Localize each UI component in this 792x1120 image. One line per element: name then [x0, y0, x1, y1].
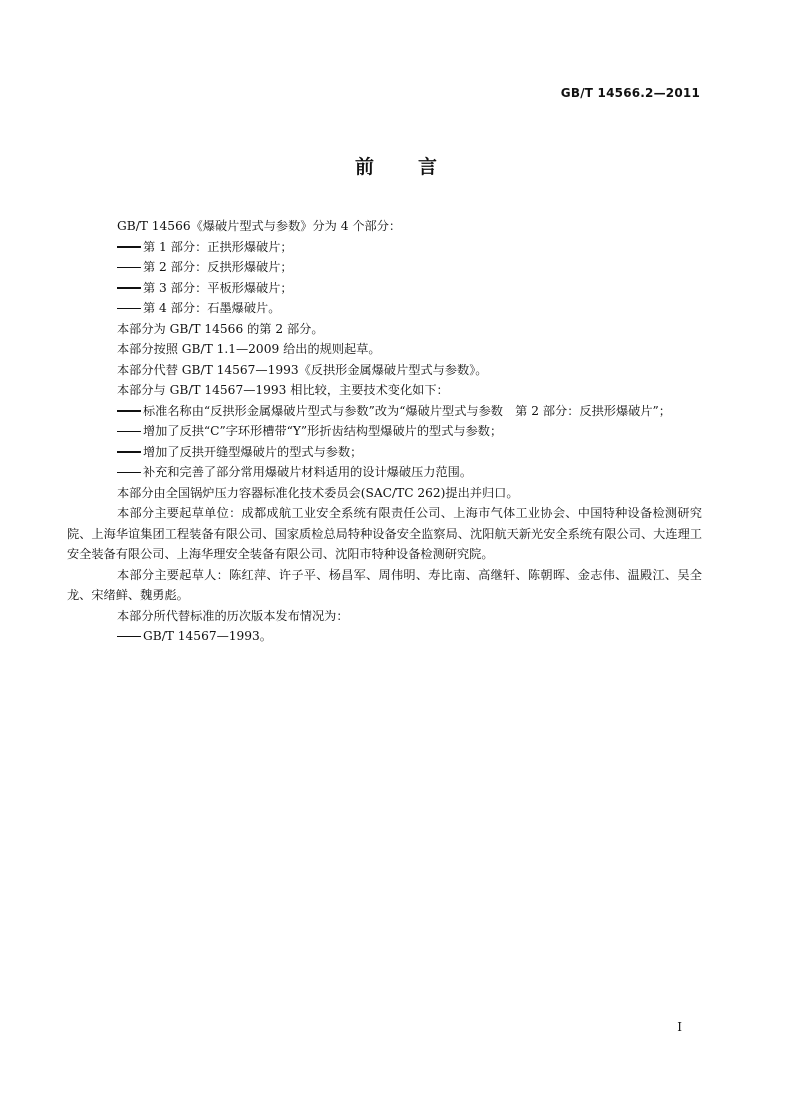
paragraph-part-statement: 本部分为 GB/T 14566 的第 2 部分。 [117, 321, 324, 336]
paragraph-drafting-rules: 本部分按照 GB/T 1.1—2009 给出的规则起草。 [117, 342, 381, 356]
paragraph-changes-intro: 本部分与 GB/T 14567—1993 相比较，主要技术变化如下： [117, 383, 449, 397]
paragraph-replaces: 本部分代替 GB/T 14567—1993《反拱形金属爆破片型式与参数》。 [117, 362, 488, 377]
page-title [0, 152, 792, 179]
list-item [92, 626, 702, 647]
list-item [92, 237, 702, 258]
em-dash-icon [117, 462, 143, 483]
paragraph-parts-intro: GB/T 14566《爆破片型式与参数》分为 4 个部分： [117, 219, 402, 233]
list-item-text: 增加了反拱开缝型爆破片的型式与参数； [143, 444, 363, 459]
list-item [92, 442, 702, 463]
list-item [92, 298, 702, 319]
list-item-text: GB/T 14567—1993。 [143, 629, 272, 643]
title-char-1: 前 [354, 156, 374, 178]
paragraph-proposed-by: 本部分由全国锅炉压力容器标准化技术委员会(SAC/TC 262)提出并归口。 [117, 485, 519, 500]
list-item-text: 第 2 部分：反拱形爆破片； [143, 260, 293, 274]
list-item-text: 补充和完善了部分常用爆破片材料适用的设计爆破压力范围。 [143, 465, 473, 479]
list-item [92, 462, 702, 483]
title-char-2: 言 [418, 156, 438, 178]
em-dash-icon [117, 442, 143, 463]
paragraph-drafting-units: 本部分主要起草单位：成都成航工业安全系统有限责任公司、上海市气体工业协会、中国特种设备检测研究院、上海华谊集团工程装备有限公司、国家质检总局特种设备安全监察局、沈阳航天新光安全系统有限公司、大连理工安全装备有限公司、上海华理安全装备有限公司、沈阳市特种设备检测研究院。 [67, 506, 702, 561]
foreword-body [67, 216, 702, 647]
em-dash-icon [117, 257, 143, 278]
paragraph-drafters: 本部分主要起草人：陈红萍、许子平、杨昌军、周伟明、寿比南、高继轩、陈朝晖、金志伟、温殿江、吴全龙、宋绪鲜、魏勇彪。 [67, 567, 702, 602]
em-dash-icon [117, 421, 143, 442]
standard-code: GB/T 14566.2—2011 [560, 86, 700, 100]
em-dash-icon [117, 626, 143, 647]
list-item [92, 278, 702, 299]
list-item [92, 421, 702, 442]
em-dash-icon [117, 237, 143, 258]
list-item-text: 标准名称由“反拱形金属爆破片型式与参数”改为“爆破片型式与参数 第 2 部分：反拱形爆破片”； [143, 403, 671, 418]
list-item-text: 增加了反拱“C”字环形槽带“Y”形折齿结构型爆破片的型式与参数； [143, 424, 503, 438]
list-item-text: 第 1 部分：正拱形爆破片； [143, 239, 293, 254]
list-item [92, 401, 702, 422]
list-item-text: 第 4 部分：石墨爆破片。 [143, 301, 281, 315]
list-item [92, 257, 702, 278]
page-number: I [677, 1020, 682, 1034]
em-dash-icon [117, 401, 143, 422]
paragraph-history-intro: 本部分所代替标准的历次版本发布情况为： [117, 608, 349, 623]
em-dash-icon [117, 278, 143, 299]
list-item-text: 第 3 部分：平板形爆破片； [143, 280, 293, 295]
em-dash-icon [117, 298, 143, 319]
